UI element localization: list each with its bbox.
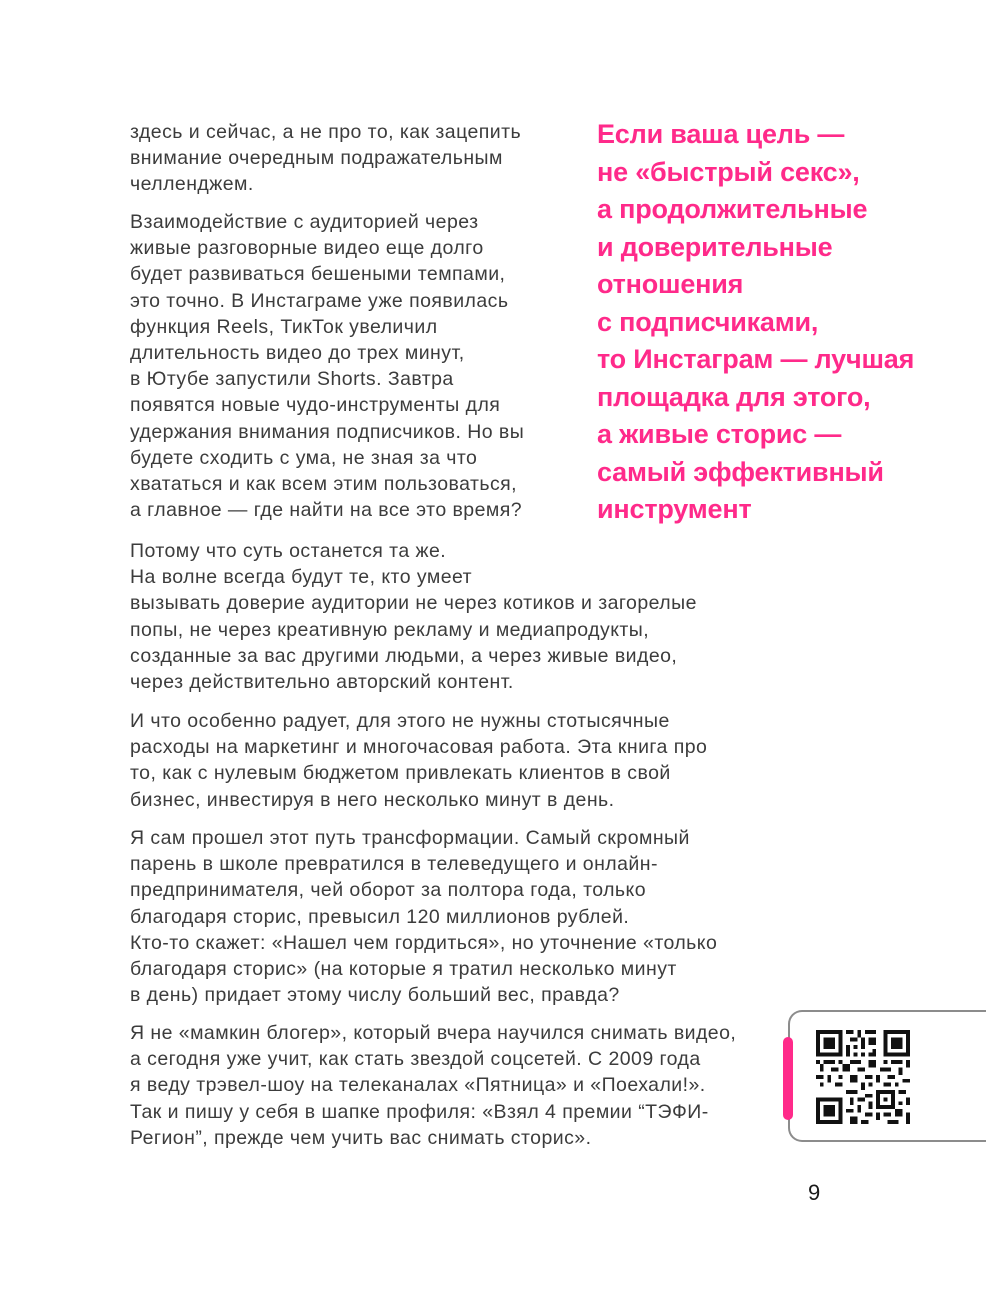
text-line: здесь и сейчас, а не про то, как зацепить [130, 121, 522, 143]
text-line: хвататься и как всем этим пользоваться, [130, 473, 518, 496]
text-line: И что особенно радует, для этого не нужны стотысячные [130, 710, 670, 732]
phone-side-button [783, 1037, 793, 1120]
text-line: появятся новые чудо-инструменты для [130, 394, 501, 417]
text-line: благодаря сторис, превысил 120 миллионов рублей. [130, 905, 630, 928]
text-line: Потому что суть останется та же. [130, 540, 447, 562]
quote-line: с подписчиками, [597, 306, 819, 337]
paragraph-6 [130, 1020, 736, 1151]
paragraph-5 [130, 825, 717, 1008]
quote-line: самый эффективный [597, 456, 884, 487]
text-line: в Ютубе запустили Shorts. Завтра [130, 368, 454, 391]
quote-line: не «быстрый секс», [597, 156, 860, 187]
text-line: Регион”, прежде чем учить вас снимать сторис». [130, 1126, 592, 1149]
text-line: Я не «мамкин блогер», который вчера научился снимать видео, [130, 1022, 737, 1044]
text-line: будете сходить с ума, не зная за что [130, 446, 478, 469]
quote-line: а продолжительные [597, 194, 868, 224]
text-line: функция Reels, ТикТок увеличил [130, 315, 438, 338]
text-line: длительность видео до трех минут, [130, 342, 465, 365]
text-line: я веду трэвел-шоу на телеканалах «Пятница» и «Поехали!». [130, 1074, 706, 1097]
text-line: вызывать доверие аудитории не через котиков и загорелые [130, 592, 697, 615]
qr-code-icon[interactable] [816, 1030, 910, 1124]
text-line: парень в школе превратился в телеведущего и онлайн- [130, 853, 658, 876]
paragraph-2 [130, 209, 524, 523]
paragraph-3 [130, 538, 697, 695]
text-line: На волне всегда будут те, кто умеет [130, 566, 473, 589]
text-line: через действительно авторский контент. [130, 671, 514, 694]
quote-line: площадка для этого, [597, 381, 871, 412]
text-line: удержания внимания подписчиков. Но вы [130, 420, 525, 443]
text-line: Так и пишу у себя в шапке профиля: «Взял 4 премии “ТЭФИ- [130, 1100, 709, 1123]
text-line: челленджем. [130, 173, 254, 196]
text-line: Взаимодействие с аудиторией через [130, 211, 479, 233]
quote-line: инструмент [597, 494, 752, 524]
text-line: благодаря сторис» (на которые я тратил несколько минут [130, 958, 677, 981]
text-line: живые разговорные видео еще долго [130, 237, 484, 260]
text-line: внимание очередным подражательным [130, 147, 503, 170]
text-line: попы, не через креативную рекламу и медиапродукты, [130, 618, 650, 641]
quote-line: Если ваша цель — [597, 119, 845, 149]
paragraph-1 [130, 119, 521, 198]
paragraph-4 [130, 708, 707, 813]
text-line: расходы на маркетинг и многочасовая работа. Эта книга про [130, 736, 708, 759]
quote-line: и доверительные [597, 231, 833, 262]
text-line: это точно. В Инстаграме уже появилась [130, 289, 509, 312]
quote-line: то Инстаграм — лучшая [597, 344, 915, 374]
text-line: предпринимателя, чей оборот за полтора года, только [130, 879, 647, 902]
text-line: а сегодня уже учит, как стать звездой соцсетей. С 2009 года [130, 1048, 701, 1071]
quote-line: отношения [597, 269, 744, 299]
pull-quote [597, 116, 914, 529]
page-number: 9 [808, 1180, 821, 1205]
text-line: созданные за вас другими людьми, а через живые видео, [130, 644, 678, 667]
text-line: Кто-то скажет: «Нашел чем гордиться», но уточнение «только [130, 931, 718, 954]
text-line: то, как с нулевым бюджетом привлекать клиентов в свой [130, 762, 671, 785]
text-line: Я сам прошел этот путь трансформации. Самый скромный [130, 827, 690, 849]
text-line: а главное — где найти на все это время? [130, 499, 523, 522]
text-line: бизнес, инвестируя в него несколько минут в день. [130, 788, 615, 811]
text-line: в день) придает этому числу больший вес, правда? [130, 984, 620, 1007]
text-line: будет развиваться бешеными темпами, [130, 263, 506, 286]
quote-line: а живые сторис — [597, 419, 842, 449]
